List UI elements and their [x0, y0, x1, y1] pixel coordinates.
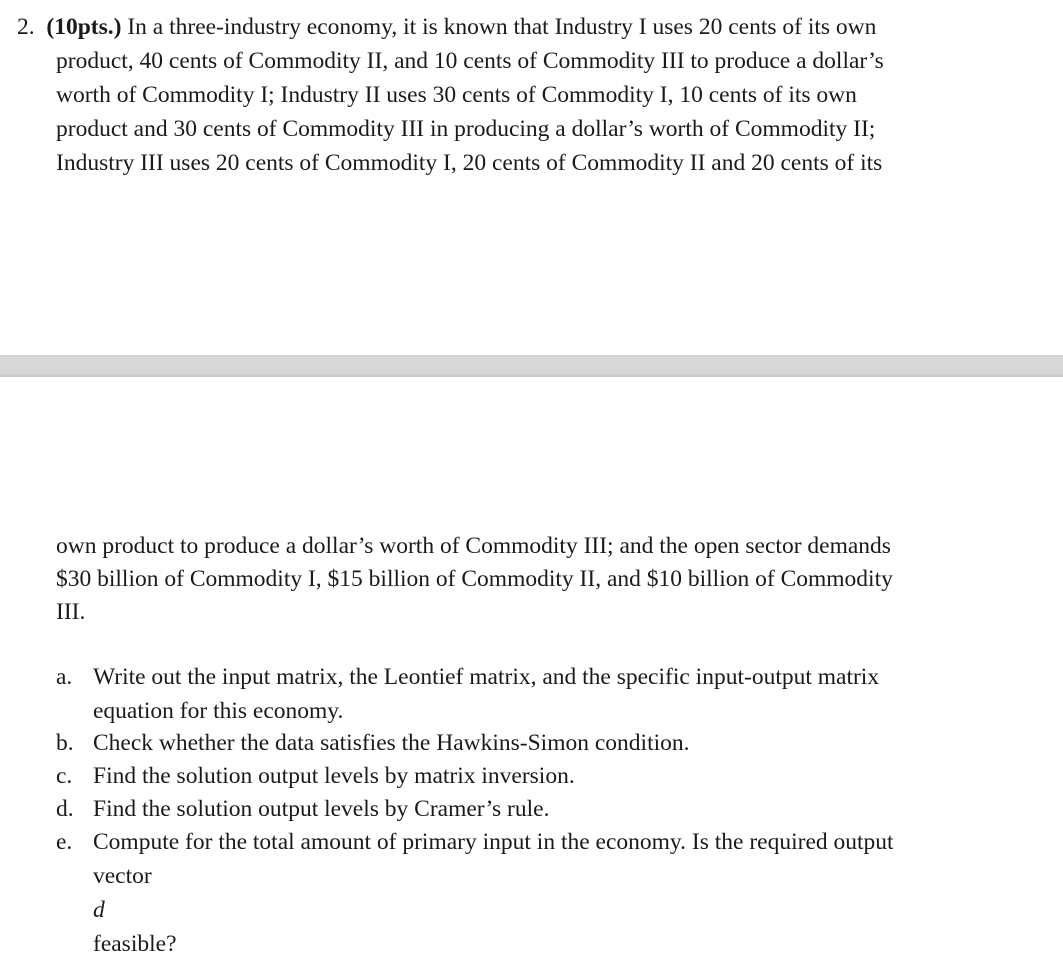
- question-first-line: [17, 10, 876, 44]
- part-text-line: Find the solution output levels by matrix inversion.: [93, 763, 575, 789]
- part-letter: e.: [56, 829, 73, 855]
- part-letter: c.: [56, 763, 73, 789]
- part-text-fragment: vector: [93, 863, 152, 889]
- question-points: (10pts.): [46, 14, 122, 40]
- question-line-8: III.: [56, 599, 86, 625]
- question-line-3: worth of Commodity I; Industry II uses 30 cents of Commodity I, 10 cents of its own: [56, 82, 857, 108]
- question-line-6: own product to produce a dollar’s worth of Commodity III; and the open sector demands: [56, 533, 891, 559]
- question-line-2: product, 40 cents of Commodity II, and 10 cents of Commodity III to produce a dollar’s: [56, 48, 884, 74]
- question-number: 2.: [17, 14, 35, 40]
- part-text-line: Compute for the total amount of primary input in the economy. Is the required output: [93, 829, 894, 855]
- part-letter: b.: [56, 730, 74, 756]
- part-text-line: Check whether the data satisfies the Hawkins-Simon condition.: [93, 730, 690, 756]
- question-line-7: $30 billion of Commodity I, $15 billion of Commodity II, and $10 billion of Commodity: [56, 566, 893, 592]
- page-break-divider: [0, 355, 1063, 377]
- part-letter: a.: [56, 664, 73, 690]
- question-line-5: Industry III uses 20 cents of Commodity I, 20 cents of Commodity II and 20 cents of its: [56, 150, 883, 176]
- part-text-line: Write out the input matrix, the Leontief matrix, and the specific input-output matrix: [93, 664, 880, 690]
- part-text-line: equation for this economy.: [93, 698, 344, 724]
- part-text-line: [93, 859, 894, 961]
- vector-symbol: d: [93, 897, 105, 923]
- part-text-line: Find the solution output levels by Cramer’s rule.: [93, 796, 550, 822]
- part-text-fragment: feasible?: [93, 931, 177, 957]
- question-line-4: product and 30 cents of Commodity III in producing a dollar’s worth of Commodity II;: [56, 116, 876, 142]
- part-letter: d.: [56, 796, 74, 822]
- question-text-start: In a three-industry economy, it is known that Industry I uses 20 cents of its own: [121, 14, 877, 40]
